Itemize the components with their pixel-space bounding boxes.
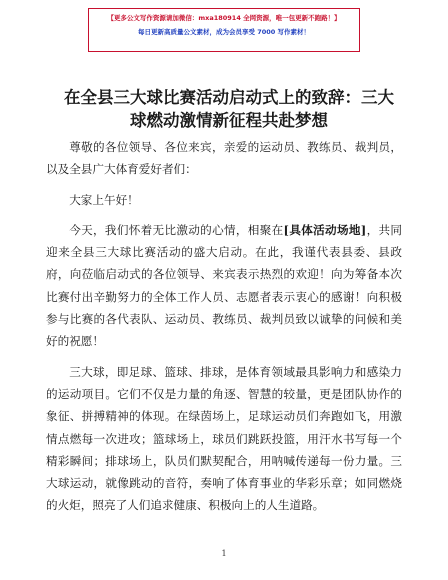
welcome-paragraph [46, 219, 402, 353]
page-number: 1 [221, 549, 227, 558]
banner-line-1: 【更多公文写作资源请加微信：mxa180914 全网资源，唯一包更新不跑路！】 [107, 14, 341, 22]
greeting-paragraph: 大家上午好！ [69, 192, 139, 207]
salutation-paragraph: 尊敬的各位领导、各位来宾，亲爱的运动员、教练员、裁判员，以及全县广大体育爱好者们： [46, 140, 402, 177]
banner-line-2: 每日更新高质量公文素材，成为会员享受 7000 写作素材！ [137, 28, 311, 36]
venue-placeholder: [具体活动场地] [283, 222, 367, 237]
welcome-lead: 今天，我们怀着无比激动的心情，相聚在 [69, 222, 284, 237]
welcome-rest: ，共同迎来全县三大球比赛活动的盛大启动。在此，我谨代表县委、县政府，向莅临启动式的各位领导、来宾表示热烈的欢迎！向为筹备本次比赛付出辛勤努力的全体工作人员、志愿者表示衷心的感谢！向积极参与比赛的各代表队、运动员、教练员、裁判员致以诚挚的问候和美好的祝愿！ [46, 222, 402, 349]
document-body [46, 136, 402, 517]
document-title: 在全县三大球比赛活动启动式上的致辞：三大球燃动激情新征程共赴梦想 [64, 88, 394, 130]
header-banner [88, 8, 360, 52]
sports-paragraph: 三大球，即足球、篮球、排球，是体育领域最具影响力和感染力的运动项目。它们不仅是力量的角逐、智慧的较量，更是团队协作的象征、拼搏精神的体现。在绿茵场上，足球运动员们奔跑如飞，用激情点燃每一次进攻；篮球场上，球员们跳跃投篮，用汗水书写每一个精彩瞬间；排球场上，队员们默契配合，用呐喊传递每一份力量。三大球运动，就像跳动的音符，奏响了体育事业的华彩乐章；如同燃烧的火炬，照亮了人们追求健康、积极向上的人生道路。 [46, 364, 402, 513]
